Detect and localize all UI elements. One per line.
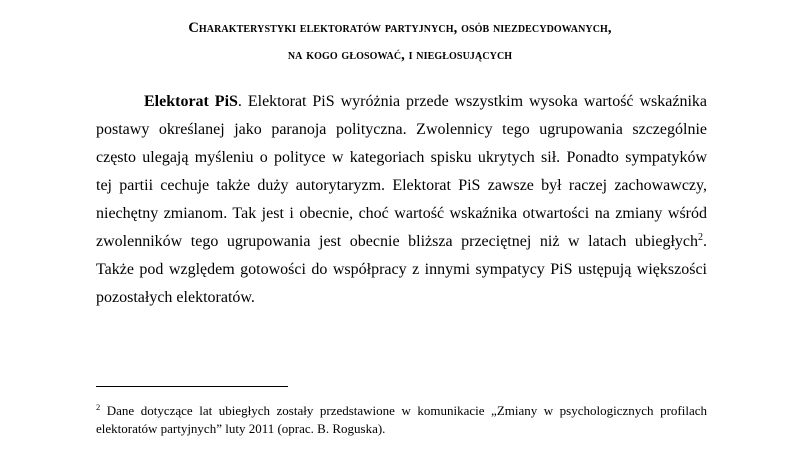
footnote-line — [96, 403, 707, 419]
footnote-separator — [96, 386, 288, 387]
paragraph-line: postawy określanej jako paranoja polityczna. Zwolennicy tego ugrupowania szczególnie — [96, 121, 707, 138]
paragraph-line — [144, 92, 707, 112]
footnote-text: Dane dotyczące lat ubiegłych zostały przedstawione w komunikacie „Zmiany w psychologicznych profilach — [100, 403, 707, 418]
paragraph-text: . Elektorat PiS wyróżnia przede wszystkim wysoka wartość wskaźnika — [237, 93, 707, 110]
paragraph-line: pozostałych elektoratów. — [96, 289, 255, 306]
footnote-line: elektoratów partyjnych” luty 2011 (oprac. B. Roguska). — [96, 421, 386, 436]
paragraph-line: często ulegają myśleniu o polityce w kategoriach spisku ukrytych sił. Ponadto sympatyków — [96, 149, 707, 166]
paragraph-line: Także pod względem gotowości do współpracy z innymi sympatycy PiS ustępują większości — [96, 261, 707, 278]
paragraph-line: tej partii cechuje także duży autorytaryzm. Elektorat PiS zawsze był raczej zachowawczy, — [96, 177, 707, 194]
paragraph-text: zwolenników tego ugrupowania jest obecnie bliższa przeciętnej niż w latach ubiegłych — [96, 233, 698, 250]
paragraph-line: niechętny zmianom. Tak jest i obecnie, choć wartość wskaźnika otwartości na zmiany wśród — [96, 205, 707, 222]
paragraph-text: . — [703, 233, 707, 250]
footnote-reference[interactable]: 2 — [698, 232, 703, 243]
paragraph-lead: Elektorat PiS — [144, 93, 238, 110]
section-heading-line-1: Charakterystyki elektoratów partyjnych, osób niezdecydowanych, — [188, 20, 612, 36]
section-heading-line-2: na kogo głosować, i niegłosujących — [287, 47, 513, 63]
footnote-marker: 2 — [96, 402, 101, 412]
paragraph-line — [96, 232, 707, 252]
